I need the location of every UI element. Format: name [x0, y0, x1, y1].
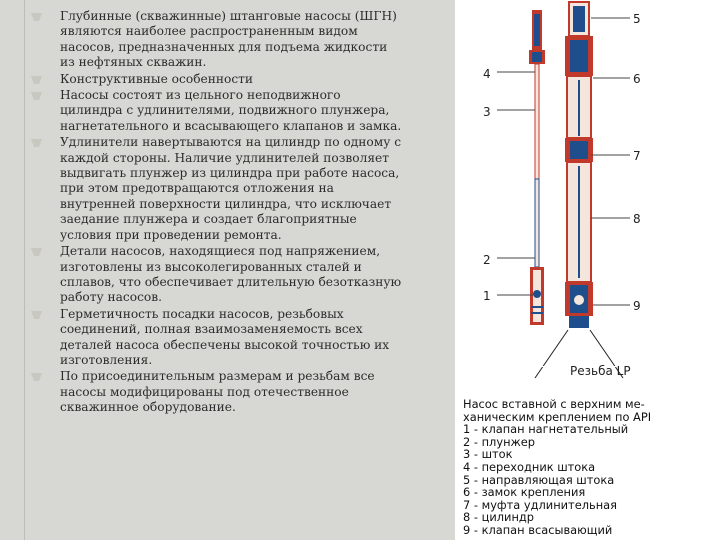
bullet-item — [30, 88, 402, 134]
label-3: 3 — [483, 105, 491, 119]
label-4: 4 — [483, 67, 491, 81]
legend-item: 9 - клапан всасывающий — [463, 522, 613, 537]
bullet-text: Герметичность посадки насосов, резьбовых соединений, полная взаимозаменяемость всех деталей насоса обеспечены высокой точностью их изготовления. — [60, 306, 390, 367]
bullet-icon — [30, 372, 43, 382]
caption-title-line: ханическим креплением по API — [463, 409, 652, 424]
bullet-icon — [30, 310, 43, 320]
legend-item: 5 - направляющая штока — [463, 472, 615, 487]
bullet-text: По присоединительным размерам и резьбам все насосы модифицированы под отечественное скважинное оборудование. — [60, 369, 375, 415]
label-7: 7 — [633, 149, 641, 163]
figure-caption — [463, 398, 719, 537]
legend-item: 6 - замок крепления — [463, 485, 586, 500]
label-6: 6 — [633, 72, 641, 86]
bullet-text: Глубинные (скважинные) штанговые насосы (ШГН) являются наиболее распространенным видом насосов, предназначенных для подъема жидкости из нефтяных скважин. — [60, 9, 397, 70]
label-8: 8 — [633, 212, 641, 226]
label-2: 2 — [483, 253, 491, 267]
bullet-item — [30, 9, 402, 71]
bullet-text: Удлинители навертываются на цилиндр по одному с каждой стороны. Наличие удлинителей позволяет выдвигать плунжер из цилиндра при работе насоса, при этом предотвращаются отложения на внутренней поверхности цилиндра, что исключает заедание плунжера и создает благоприятные условия при проведении ремонта. — [60, 135, 402, 242]
label-5: 5 — [633, 12, 641, 26]
bullet-text: Конструктивные особенности — [60, 71, 254, 86]
pump-diagram — [455, 0, 720, 395]
legend-item: 1 - клапан нагнетательный — [463, 422, 629, 437]
legend-item: 8 - цилиндр — [463, 510, 534, 525]
left-pump-assembly — [529, 10, 545, 325]
label-1: 1 — [483, 289, 491, 303]
caption-title-line: Насос вставной с верхним ме- — [463, 397, 645, 411]
divider-line — [24, 0, 25, 540]
bullet-icon — [30, 247, 43, 257]
bullet-text: Насосы состоят из цельного неподвижного цилиндра с удлинителями, подвижного плунжера, нагнетательного и всасывающего клапанов и замка. — [60, 88, 402, 133]
bullet-icon — [30, 75, 43, 85]
bullet-item — [30, 369, 402, 415]
legend-item: 2 - плунжер — [463, 434, 536, 449]
bullet-list — [30, 9, 402, 416]
bullet-item — [30, 244, 402, 306]
leader-lines — [497, 18, 630, 305]
legend-item: 3 - шток — [463, 447, 513, 462]
pump-figure — [455, 0, 720, 540]
bullet-icon — [30, 91, 43, 101]
bullet-text: Детали насосов, находящиеся под напряжением, изготовлены из высоколегированных сталей и сплавов, что обеспечивает длительную безотказную работу насосов. — [60, 244, 402, 305]
text-column — [30, 9, 402, 417]
legend-item: 4 - переходник штока — [463, 459, 596, 474]
label-9: 9 — [633, 299, 641, 313]
bullet-icon — [30, 138, 43, 148]
bullet-item — [30, 135, 402, 243]
legend-item: 7 - муфта удлинительная — [463, 497, 617, 512]
bullet-item — [30, 307, 402, 369]
bullet-icon — [30, 12, 43, 22]
thread-label: Резьба LP — [570, 364, 631, 378]
bullet-item — [30, 72, 402, 87]
